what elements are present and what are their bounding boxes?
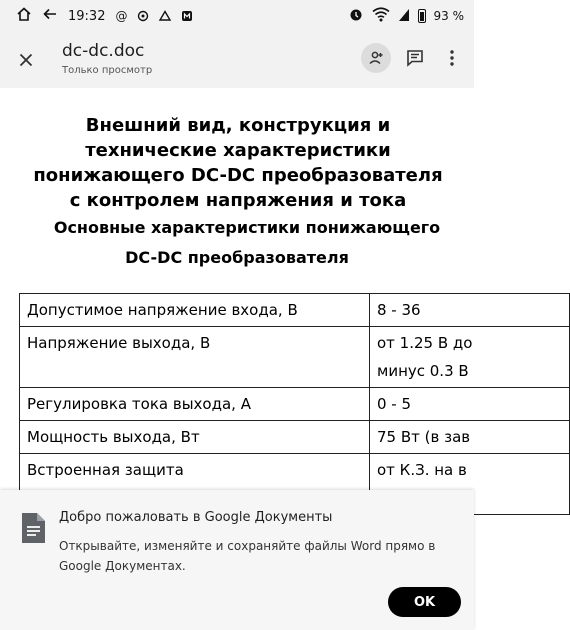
section-heading-line1: Основные характеристики понижающего [53, 218, 441, 237]
document-title: dc-dc.doc [62, 41, 145, 61]
view-only-label: Только просмотр [62, 65, 153, 76]
app-bar [0, 32, 474, 88]
value-cell [370, 388, 570, 421]
wifi-icon [372, 6, 390, 26]
battery-icon [418, 9, 426, 23]
sheet-description: Открывайте, изменяйте и сохраняйте файлы Word прямо в Google Документах. [59, 539, 436, 573]
notification-sync-icon [137, 7, 149, 26]
param-cell: Регулировка тока выхода, А [20, 388, 370, 421]
notification-app-icon [181, 7, 193, 26]
table-row [20, 388, 570, 421]
share-button[interactable] [361, 43, 391, 73]
value-cell [370, 421, 570, 454]
param-cell: Встроенная защита [20, 454, 370, 515]
home-icon [16, 6, 32, 26]
notification-at-icon: @ [115, 9, 128, 23]
comments-button[interactable] [402, 45, 428, 71]
welcome-bottom-sheet [0, 490, 474, 630]
close-button[interactable] [12, 46, 40, 74]
alarm-icon [348, 6, 364, 26]
document-page[interactable] [0, 88, 474, 490]
document-heading: Внешний вид, конструкция и технические характеристики понижающего DC-DC преобразователя с контролем напряжения и тока [33, 115, 443, 211]
value-line: минус 0.3 В [377, 362, 469, 380]
more-options-button[interactable] [440, 45, 464, 71]
specs-table [19, 293, 570, 515]
sheet-title: Добро пожаловать в Google Документы [59, 510, 333, 525]
signal-icon [398, 7, 410, 26]
value-line: от К.З. на в [377, 461, 467, 479]
value-cell [370, 294, 570, 327]
table-row [20, 327, 570, 388]
status-left [16, 6, 193, 26]
param-cell: Напряжение выхода, В [20, 327, 370, 388]
value-line: от 1.25 В до [377, 334, 473, 352]
more-vert-icon [449, 49, 455, 67]
value-line: 75 Вт (в зав [377, 428, 471, 446]
status-right [348, 6, 465, 26]
param-cell: Допустимое напряжение входа, В [20, 294, 370, 327]
status-bar [0, 0, 474, 32]
comment-icon [406, 49, 424, 67]
value-cell [370, 327, 570, 388]
battery-percent: 93 % [433, 9, 464, 23]
param-cell: Мощность выхода, Вт [20, 421, 370, 454]
clock: 19:32 [68, 8, 106, 24]
value-line: 0 - 5 [377, 395, 412, 413]
notification-drive-icon [159, 7, 171, 26]
google-docs-icon [20, 512, 46, 548]
value-line: 8 - 36 [377, 301, 421, 319]
section-heading-line2: DC-DC преобразователя [125, 248, 349, 267]
table-row [20, 294, 570, 327]
ok-button[interactable]: OK [388, 587, 461, 617]
add-person-icon [368, 50, 384, 66]
table-row [20, 421, 570, 454]
back-arrow-icon [42, 6, 58, 26]
close-icon [19, 53, 33, 67]
